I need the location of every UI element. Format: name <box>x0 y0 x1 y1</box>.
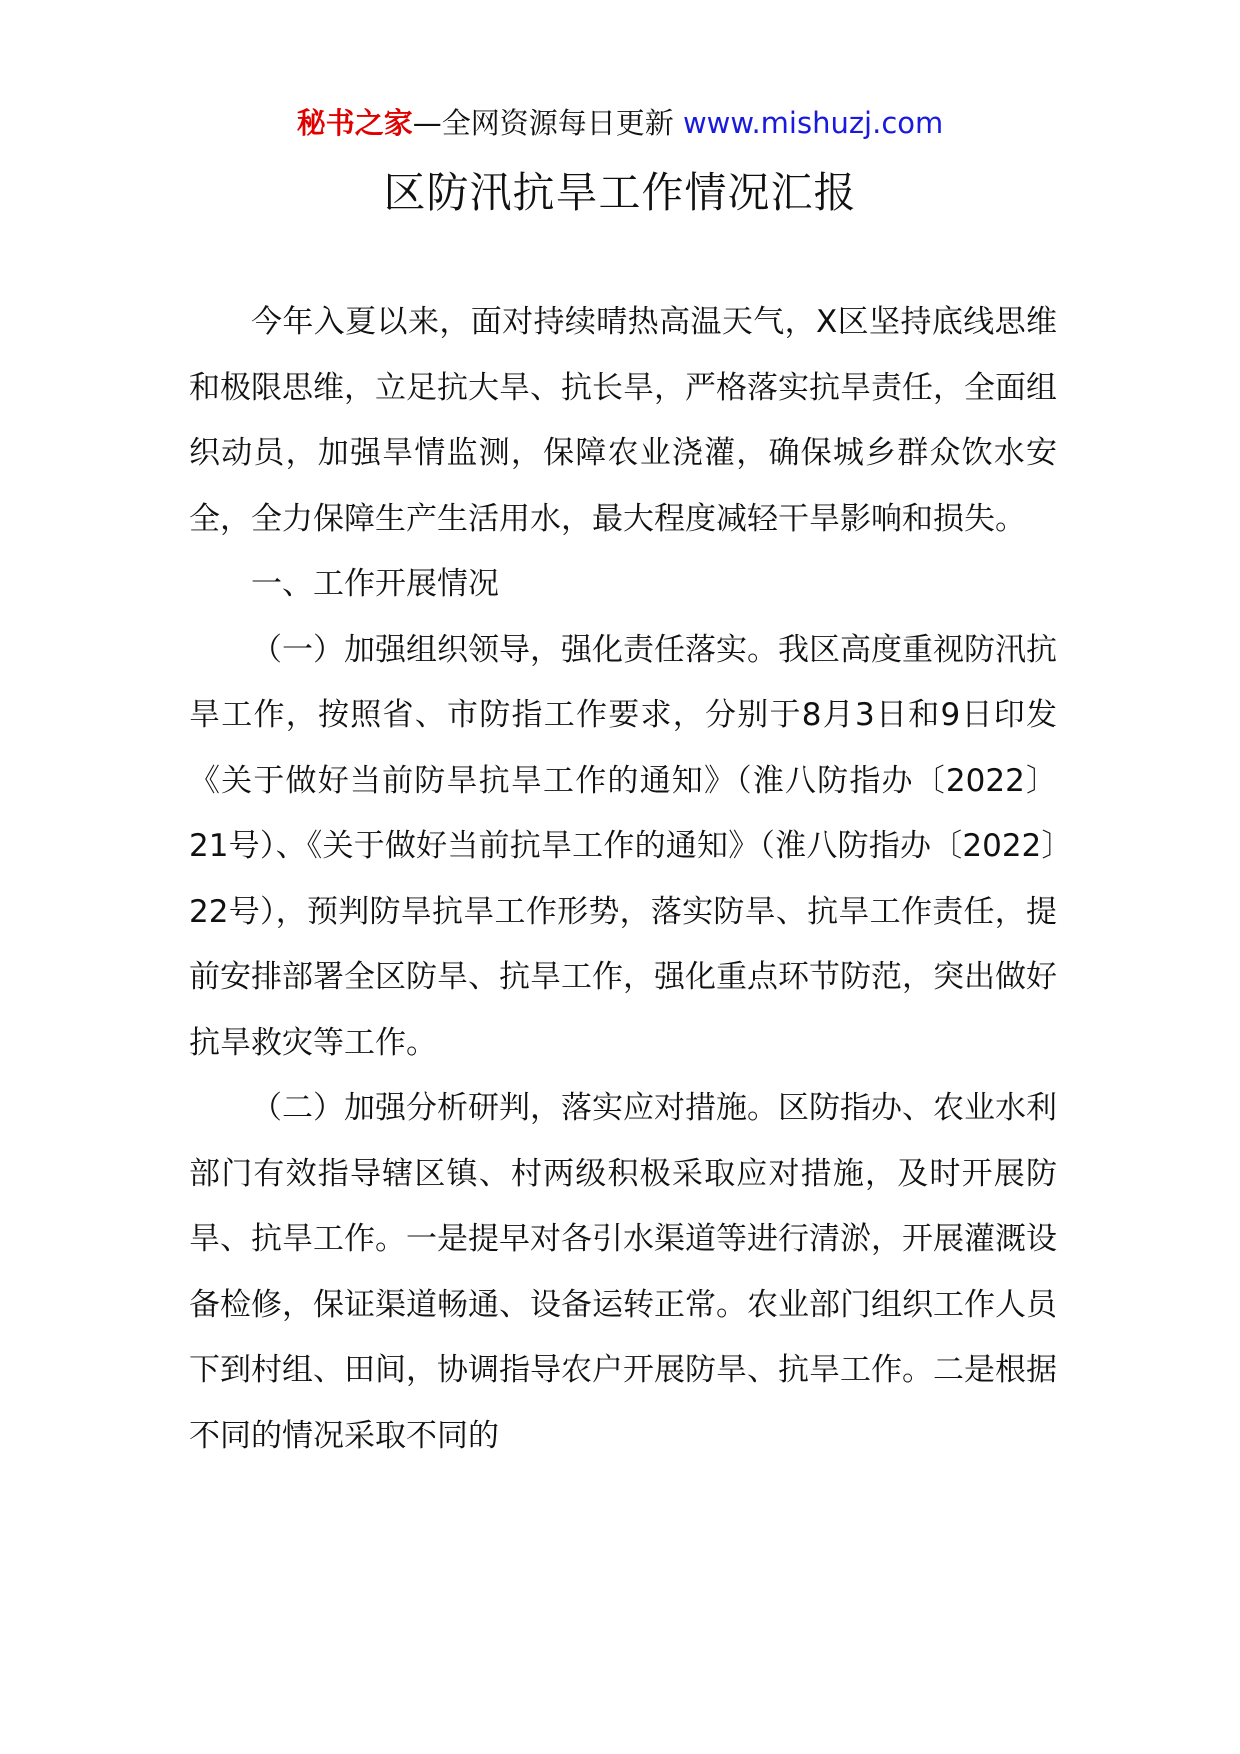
document-title: 区防汛抗旱工作情况汇报 <box>383 168 857 217</box>
paragraph-subsection-1: （一）加强组织领导，强化责任落实。我区高度重视防汛抗旱工作，按照省、市防指工作要求，分别于8月3日和9日印发《关于做好当前防旱抗旱工作的通知》（淮八防指办〔2022〕21号）、《关于做好当前抗旱工作的通知》（淮八防指办〔2022〕22号），预判防旱抗旱工作形势，落实防旱、抗旱工作责任，提前安排部署全区防旱、抗旱工作，强化重点环节防范，突出做好抗旱救灾等工作。 <box>189 631 1057 1061</box>
paragraph-subsection-2: （二）加强分析研判，落实应对措施。区防指办、农业水利部门有效指导辖区镇、村两级积极采取应对措施，及时开展防旱、抗旱工作。一是提早对各引水渠道等进行清淤，开展灌溉设备检修，保证渠道畅通、设备运转正常。农业部门组织工作人员下到村组、田间，协调指导农户开展防旱、抗旱工作。二是根据不同的情况采取不同的 <box>189 1090 1057 1454</box>
paragraph-intro: 今年入夏以来，面对持续晴热高温天气，X区坚持底线思维和极限思维，立足抗大旱、抗长旱，严格落实抗旱责任，全面组织动员，加强旱情监测，保障农业浇灌，确保城乡群众饮水安全，全力保障生产生活用水，最大程度减轻干旱影响和损失。 <box>189 304 1057 537</box>
watermark-tagline: —全网资源每日更新 <box>412 106 683 140</box>
section-heading: 一、工作开展情况 <box>251 566 499 602</box>
watermark-brand: 秘书之家 <box>296 106 413 140</box>
watermark-header <box>0 103 1240 143</box>
document-body <box>189 290 1057 1469</box>
watermark-url: www.mishuzj.com <box>682 106 944 140</box>
